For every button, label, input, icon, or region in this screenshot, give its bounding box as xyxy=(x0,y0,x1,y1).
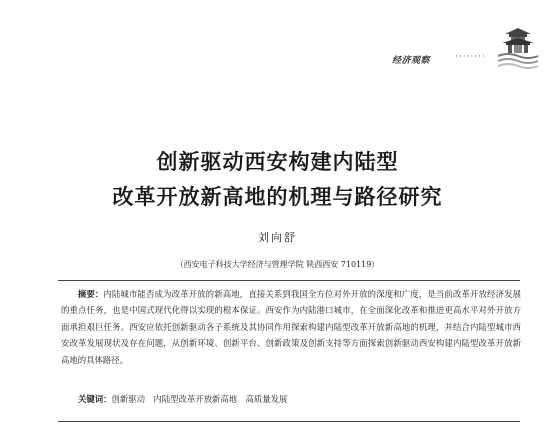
keywords xyxy=(78,391,518,407)
abstract-label: 摘要： xyxy=(77,289,104,299)
article-title-line-1: 创新驱动西安构建内陆型 xyxy=(156,150,399,174)
divider-bottom xyxy=(58,421,520,422)
divider-top xyxy=(58,280,520,281)
abstract xyxy=(61,286,521,368)
section-label: 经济观察 xyxy=(392,56,431,66)
author-name: 刘向舒 xyxy=(258,231,297,244)
section-dots: ········ xyxy=(455,52,486,62)
keywords-text: 创新驱动 内陆型改革开放新高地 高质量发展 xyxy=(111,394,288,404)
journal-logo-icon xyxy=(497,24,539,70)
keywords-label: 关键词： xyxy=(78,394,112,404)
author-affiliation: （西安电子科技大学经济与管理学院 陕西西安 710119） xyxy=(175,260,380,269)
abstract-text: 内陆城市能否成为改革开放的新高地，直接关系到我国全方位对外开放的深度和广度，是当前改革开放经济发展的重点任务，也是中国式现代化得以实现的根本保证。西安作为内陆港口城市，在全面深化改革和推进更高水平对外开放方面承担艰巨任务。西安应依托创新驱动各子系统及其协同作用探索构建内陆型改革开放新高地的机理，并结合内陆型城市西安改革发展现状及存在问题，从创新环境、创新平台、创新政策及创新支持等方面探索创新驱动西安构建内陆型改革开放新高地的具体路径。 xyxy=(61,289,521,365)
article-title-line-2: 改革开放新高地的机理与路径研究 xyxy=(112,185,443,209)
